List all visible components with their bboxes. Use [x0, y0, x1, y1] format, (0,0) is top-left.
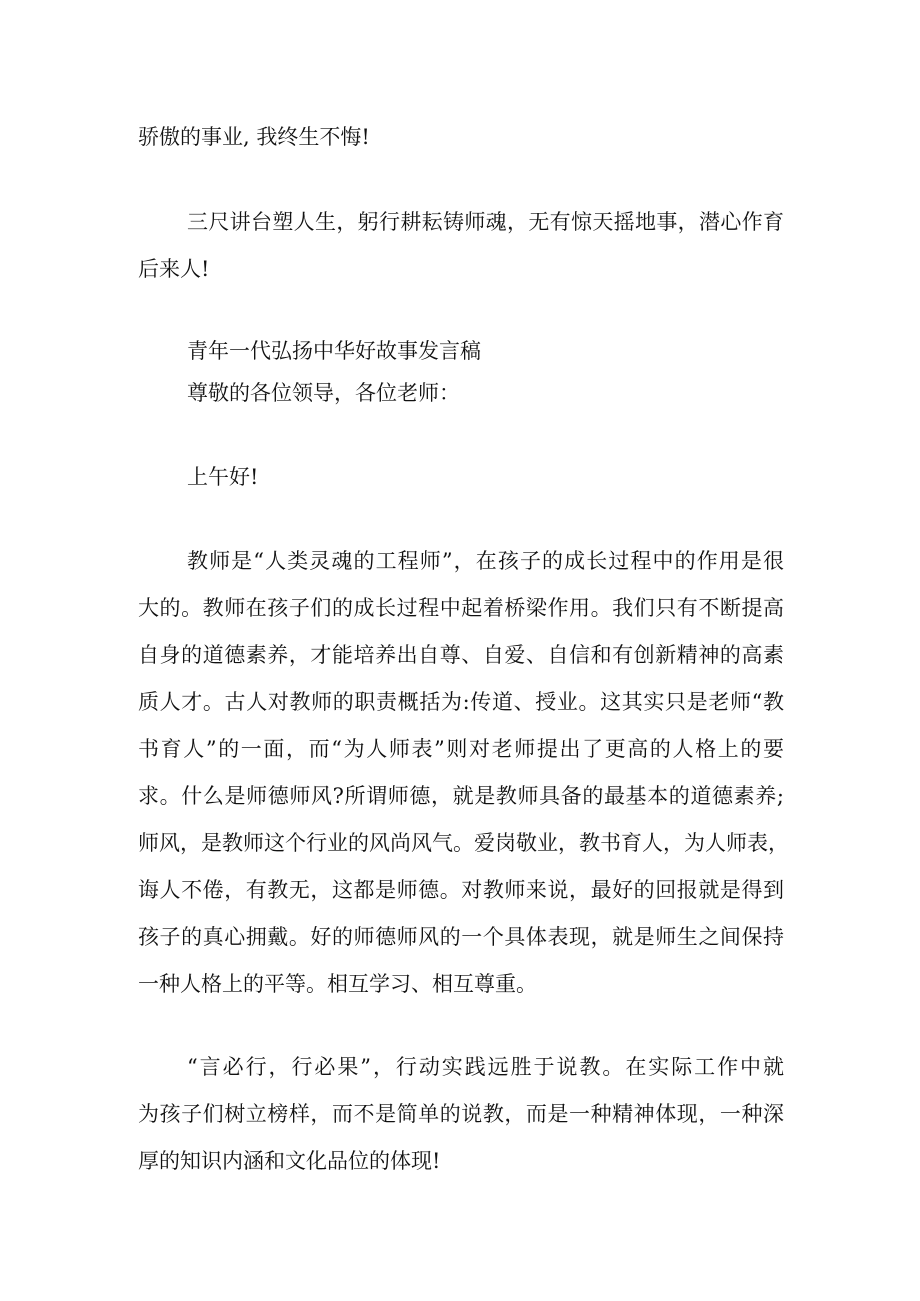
paragraph-teacher-line: 书育人”的一面，而“为人师表”则对老师提出了更高的人格上的要 [138, 737, 784, 761]
salutation: 尊敬的各位领导，各位老师： [187, 381, 460, 405]
paragraph-teacher-line: 一种人格上的平等。相互学习、相互尊重。 [138, 972, 537, 996]
speech-title: 青年一代弘扬中华好故事发言稿 [187, 339, 481, 363]
paragraph-teacher-line: 大的。教师在孩子们的成长过程中起着桥梁作用。我们只有不断提高 [138, 596, 784, 620]
paragraph-teacher-line: 自身的道德素养，才能培养出自尊、自爱、自信和有创新精神的高素 [138, 643, 784, 667]
greeting: 上午好! [187, 465, 259, 489]
text-line-podium-verse-end: 后来人! [138, 257, 210, 281]
text-line-career-closing: 骄傲的事业, 我终生不悔! [138, 125, 370, 149]
paragraph-teacher-line: 孩子的真心拥戴。好的师德师风的一个具体表现，就是师生之间保持 [138, 925, 784, 949]
paragraph-teacher-line: 诲人不倦，有教无，这都是师德。对教师来说，最好的回报就是得到 [138, 878, 784, 902]
text-line-podium-verse: 三尺讲台塑人生，躬行耕耘铸师魂，无有惊天摇地事，潜心作育 [187, 210, 784, 234]
paragraph-teacher-line: 教师是“人类灵魂的工程师”，在孩子的成长过程中的作用是很 [187, 549, 784, 573]
paragraph-teacher-line: 师风，是教师这个行业的风尚风气。爱岗敬业，教书育人，为人师表， [138, 831, 789, 855]
paragraph-action-line: 为孩子们树立榜样，而不是简单的说教，而是一种精神体现，一种深 [138, 1102, 784, 1126]
paragraph-teacher-line: 求。什么是师德师风?所谓师德，就是教师具备的最基本的道德素养; [138, 784, 784, 808]
paragraph-action-line: “言必行，行必果”，行动实践远胜于说教。在实际工作中就 [187, 1055, 784, 1079]
paragraph-teacher-line: 质人才。古人对教师的职责概括为:传道、授业。这其实只是老师“教 [138, 690, 784, 714]
paragraph-action-line: 厚的知识内涵和文化品位的体现! [138, 1149, 441, 1173]
